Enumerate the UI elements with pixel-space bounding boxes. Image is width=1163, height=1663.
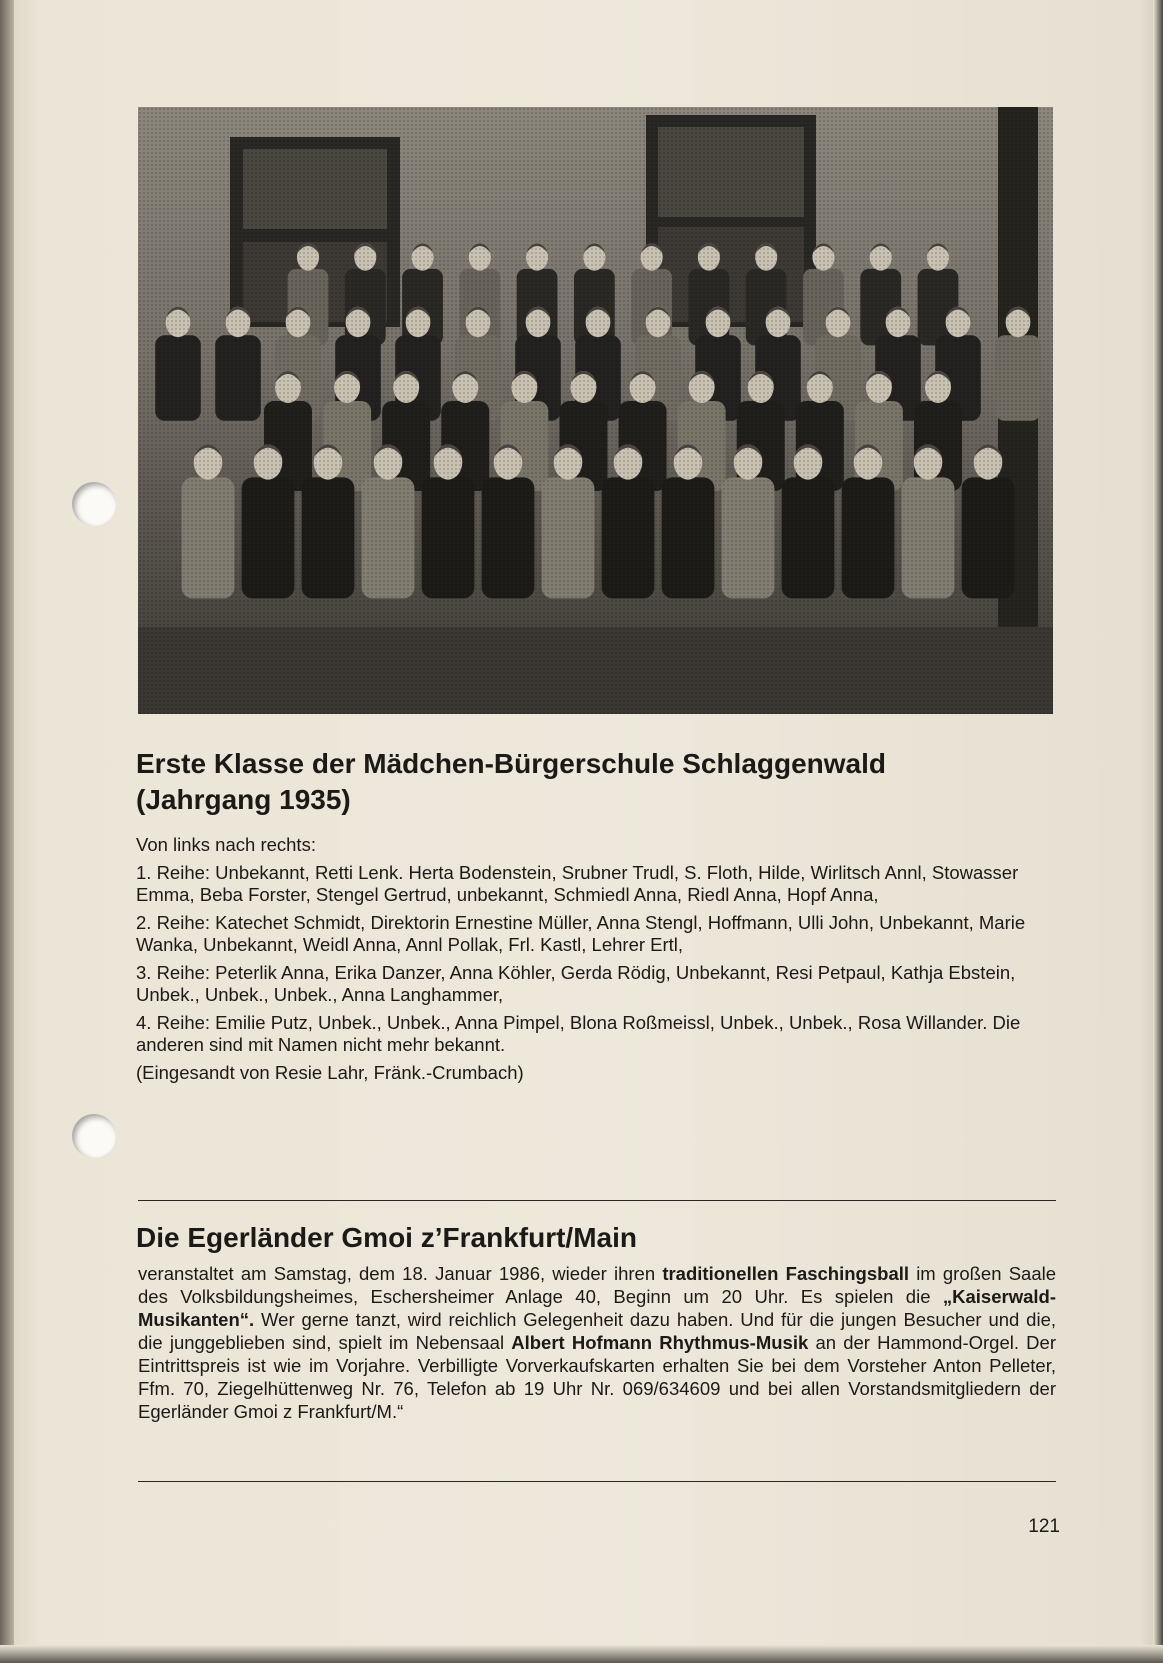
article-bold-1: traditionellen Faschingsball	[662, 1263, 910, 1284]
punch-hole-top	[72, 482, 116, 526]
article-text-4: an der Hammond-Orgel. Der Eintrittspreis ist wie im Vorjahre. Verbilligte Vorverkaufskarten erhalten Sie bei dem Vorsteher Anton Pelleter, Ffm. 70, Ziegelhüttenweg Nr. 76, Telefon ab 19 Uhr Nr. 069/634609 und bei allen Vorstandsmitgliedern der Egerländer Gmoi z Frankfurt/M.“	[138, 1332, 1056, 1422]
class-photo	[138, 107, 1053, 714]
caption-row-3: 3. Reihe: Peterlik Anna, Erika Danzer, Anna Köhler, Gerda Rödig, Unbekannt, Resi Petpaul, Kathja Ebstein, Unbek., Unbek., Unbek., Anna Langhammer,	[136, 962, 1016, 1005]
binding-edge	[0, 0, 14, 1663]
caption-source: (Eingesandt von Resie Lahr, Fränk.-Crumbach)	[136, 1062, 524, 1083]
section-divider-top	[138, 1200, 1056, 1201]
article-body	[138, 1262, 1056, 1423]
caption-row-4: 4. Reihe: Emilie Putz, Unbek., Unbek., Anna Pimpel, Blona Roßmeissl, Unbek., Unbek., Rosa Willander. Die anderen sind mit Namen nicht mehr bekannt.	[136, 1012, 1021, 1055]
photo-caption-title	[136, 746, 1056, 818]
article-bold-2: „Kaiserwald-Musikanten“.	[138, 1286, 1056, 1330]
caption-title-line2: (Jahrgang 1935)	[136, 784, 351, 815]
article-title: Die Egerländer Gmoi z’Frankfurt/Main	[136, 1222, 637, 1253]
bottom-page-edge	[0, 1645, 1163, 1663]
article-bold-3: Albert Hofmann Rhythmus-Musik	[511, 1332, 809, 1353]
article-text-1: veranstaltet am Samstag, dem 18. Januar 1986, wieder ihren	[138, 1263, 663, 1284]
caption-title-line1: Erste Klasse der Mädchen-Bürgerschule Schlaggenwald	[136, 748, 887, 779]
caption-row-2: 2. Reihe: Katechet Schmidt, Direktorin Ernestine Müller, Anna Stengl, Hoffmann, Ulli John, Unbekannt, Marie Wanka, Unbekannt, Weidl Anna, Annl Pollak, Frl. Kastl, Lehrer Ertl,	[136, 912, 1026, 955]
right-page-edge	[1153, 0, 1163, 1663]
caption-row-1: 1. Reihe: Unbekannt, Retti Lenk. Herta Bodenstein, Srubner Trudl, S. Floth, Hilde, Wirlitsch Annl, Stowasser Emma, Beba Forster, Stengel Gertrud, unbekannt, Schmiedl Anna, Riedl Anna, Hopf Anna,	[136, 862, 1019, 905]
page-number: 121	[1028, 1516, 1060, 1537]
article-text-3: Wer gerne tanzt, wird reichlich Gelegenheit dazu haben. Und für die jungen Besucher und die, die junggeblieben sind, spielt im Nebensaal	[138, 1309, 1056, 1353]
caption-intro: Von links nach rechts:	[136, 834, 316, 855]
school-class-photo-icon	[138, 107, 1053, 714]
section-divider-bottom	[138, 1481, 1056, 1482]
article-text-2: im großen Saale des Volksbildungsheimes, Eschersheimer Anlage 40, Beginn um 20 Uhr. Es spielen die	[138, 1263, 1057, 1307]
photo-caption-body	[136, 834, 1056, 1090]
punch-hole-bottom	[72, 1114, 116, 1158]
